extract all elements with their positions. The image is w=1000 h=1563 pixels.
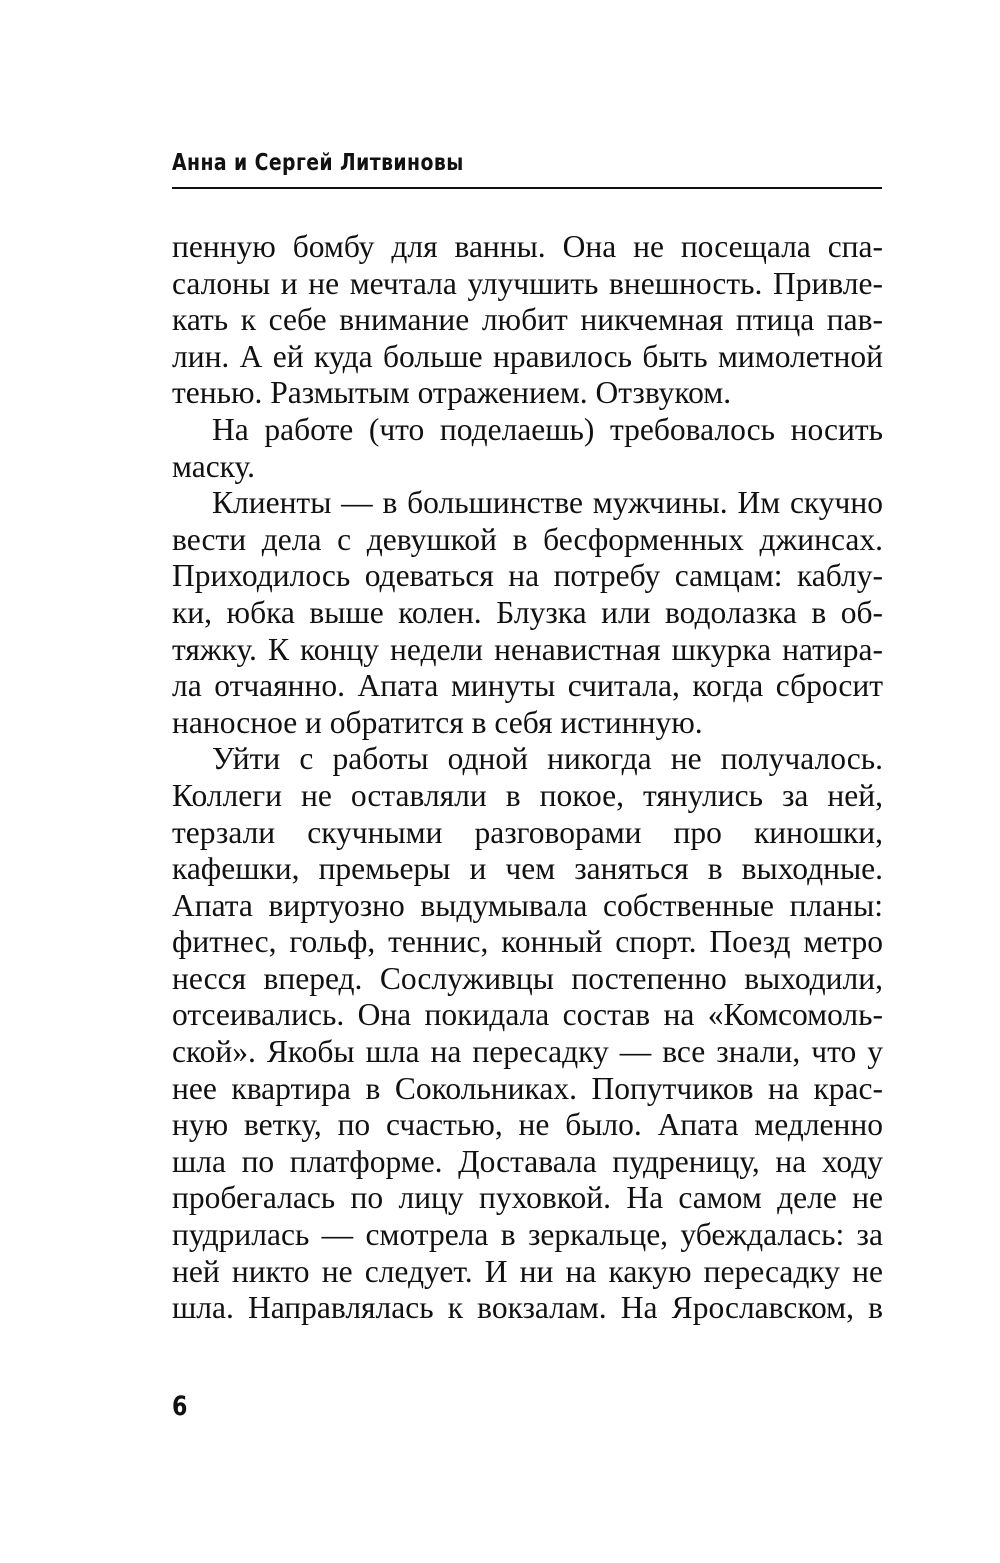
text-line: ла отчаянно. Апата минуты считала, когда сбросит: [172, 668, 883, 704]
text-line: кать к себе внимание любит никчемная птица пав-: [172, 302, 883, 338]
text-line: вести дела с девушкой в бесформенных джинсах.: [172, 521, 883, 557]
text-line: пенную бомбу для ванны. Она не посещала спа-: [172, 229, 883, 264]
text-line: нее квартира в Сокольниках. Попутчиков на крас-: [172, 1070, 883, 1106]
text-line: маску.: [172, 448, 256, 484]
running-title: Анна и Сергей Литвиновы: [172, 150, 464, 176]
text-line: Коллеги не оставляли в покое, тянулись за ней,: [172, 777, 883, 813]
text-line: ней никто не следует. И ни на какую пересадку не: [172, 1253, 883, 1289]
text-line: наносное и обратится в себя истинную.: [172, 704, 703, 740]
text-line: ную ветку, по счастью, не было. Апата медленно: [172, 1107, 883, 1143]
text-line: несся вперед. Сослуживцы постепенно выходили,: [172, 960, 883, 996]
header-rule: [172, 187, 882, 189]
page-number: 6: [172, 1391, 188, 1422]
text-line: На работе (что поделаешь) требовалось носить: [212, 411, 883, 447]
text-line: фитнес, гольф, теннис, конный спорт. Поезд метро: [172, 924, 883, 960]
text-line: Апата виртуозно выдумывала собственные планы:: [172, 887, 883, 923]
text-line: терзали скучными разговорами про киношки,: [172, 814, 883, 850]
text-line: ской». Якобы шла на пересадку — все знали, что у: [172, 1034, 883, 1070]
text-line: отсеивались. Она покидала состав на «Комсомоль-: [172, 997, 883, 1033]
text-line: шла. Направлялась к вокзалам. На Ярославском, в: [172, 1290, 883, 1326]
text-line: салоны и не мечтала улучшить внешность. Привле-: [172, 265, 883, 301]
text-line: тенью. Размытым отражением. Отзвуком.: [172, 375, 732, 411]
text-line: пробегалась по лицу пуховкой. На самом деле не: [172, 1180, 883, 1216]
body-text: [172, 229, 883, 1327]
text-line: пудрилась — смотрела в зеркальце, убеждалась: за: [172, 1217, 883, 1253]
text-line: кафешки, премьеры и чем заняться в выходные.: [172, 851, 883, 887]
text-line: лин. А ей куда больше нравилось быть мимолетной: [172, 338, 883, 374]
text-line: Клиенты — в большинстве мужчины. Им скучно: [212, 485, 883, 521]
text-line: Приходилось одеваться на потребу самцам: каблу-: [172, 558, 883, 594]
text-line: тяжку. К концу недели ненавистная шкурка натира-: [172, 631, 883, 667]
text-line: Уйти с работы одной никогда не получалось.: [212, 741, 883, 777]
text-line: ки, юбка выше колен. Блузка или водолазка в об-: [172, 594, 883, 630]
text-line: шла по платформе. Доставала пудреницу, на ходу: [172, 1143, 883, 1179]
